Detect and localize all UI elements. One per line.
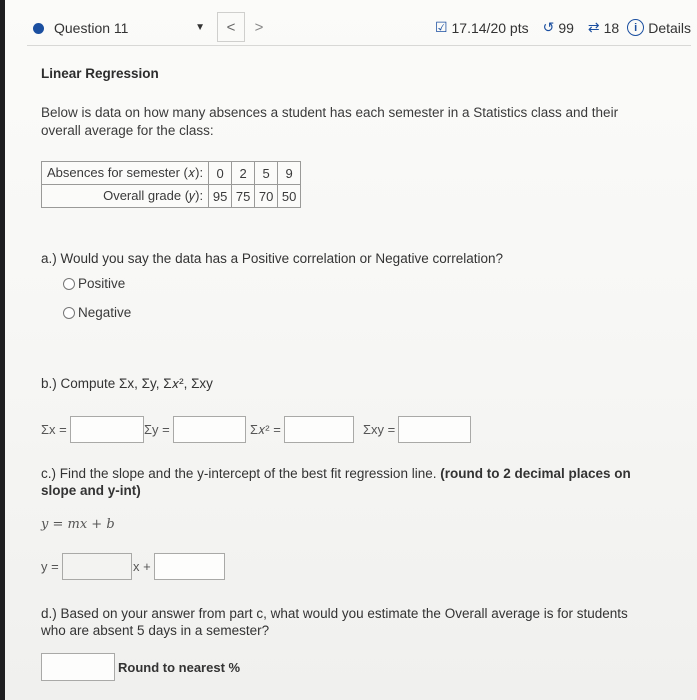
table-cell: 2 <box>232 162 255 185</box>
slope-group <box>41 553 132 580</box>
checkbox-icon: ☑ <box>434 19 448 35</box>
slope-input[interactable] <box>62 553 132 580</box>
radio-label: Negative <box>78 305 132 320</box>
part-c-rounding-note: (round to 2 decimal places on slope and y-int) <box>41 466 631 498</box>
radio-circle-icon[interactable] <box>63 278 75 290</box>
retries-count: 99 <box>558 19 574 36</box>
table-cell: 75 <box>232 185 255 208</box>
sum-x-group <box>41 416 144 443</box>
sum-x-input[interactable] <box>70 416 144 443</box>
regression-formula: y = mx + b <box>41 517 115 532</box>
question-header <box>27 10 691 46</box>
radio-label: Positive <box>78 276 126 291</box>
sum-xy-input[interactable] <box>398 416 471 443</box>
y-equals-label: y = <box>41 559 59 574</box>
status-dot-icon <box>33 23 44 34</box>
intercept-group <box>133 553 225 580</box>
question-panel <box>5 0 697 700</box>
row-label-x: Absences for semester (𝑥): <box>42 162 209 185</box>
info-icon[interactable]: i <box>627 19 644 36</box>
question-stats <box>435 19 691 36</box>
previous-question-button[interactable]: < <box>217 12 245 42</box>
intercept-input[interactable] <box>154 553 225 580</box>
radio-circle-icon[interactable] <box>63 307 75 319</box>
sum-y-label: Σy = <box>144 422 170 437</box>
question-selector[interactable] <box>27 12 207 44</box>
question-label: Question 11 <box>54 20 129 36</box>
sum-y-group <box>144 416 246 443</box>
table-cell: 50 <box>278 185 301 208</box>
table-cell: 9 <box>278 162 301 185</box>
radio-negative[interactable] <box>63 305 131 320</box>
next-question-button[interactable]: > <box>254 18 264 36</box>
sum-x2-label: Σ𝑥² = <box>250 421 281 437</box>
sum-x2-input[interactable] <box>284 416 354 443</box>
part-c-text: c.) Find the slope and the y-intercept of the best fit regression line. <box>41 466 441 481</box>
table-row <box>42 185 301 208</box>
retry-icon: ↺ <box>542 19 555 35</box>
table-cell: 95 <box>209 185 232 208</box>
radio-positive[interactable] <box>63 276 125 291</box>
part-b-question: b.) Compute Σx, Σy, Σ𝑥², Σxy <box>41 376 213 391</box>
table-row <box>42 162 301 185</box>
row-label-y: Overall grade (𝑦): <box>42 185 209 208</box>
part-d-question: d.) Based on your answer from part c, what would you estimate the Overall average is for students who are absent 5 days in a semester? <box>41 606 628 638</box>
problem-intro: Below is data on how many absences a student has each semester in a Statistics class and their overall average for the class: <box>41 105 619 138</box>
round-note: Round to nearest % <box>118 660 241 675</box>
sum-xy-group <box>363 416 471 443</box>
part-c-question <box>41 465 651 499</box>
data-table <box>41 161 301 208</box>
sum-x-label: Σx = <box>41 422 67 437</box>
part-a-question: a.) Would you say the data has a Positive correlation or Negative correlation? <box>41 251 503 266</box>
estimate-input[interactable] <box>41 653 115 681</box>
details-link[interactable]: Details <box>648 19 691 36</box>
x-plus-label: x + <box>133 559 151 574</box>
submissions-count: 18 <box>603 19 620 36</box>
points-text: 17.14/20 pts <box>451 19 529 36</box>
sum-x2-group <box>250 416 354 443</box>
table-cell: 0 <box>209 162 232 185</box>
sum-y-input[interactable] <box>173 416 246 443</box>
problem-title: Linear Regression <box>41 66 159 81</box>
submissions-icon: ⇄ <box>587 19 600 35</box>
table-cell: 5 <box>255 162 278 185</box>
table-cell: 70 <box>255 185 278 208</box>
sum-xy-label: Σxy = <box>363 422 396 437</box>
caret-down-icon: ▼ <box>195 22 205 33</box>
